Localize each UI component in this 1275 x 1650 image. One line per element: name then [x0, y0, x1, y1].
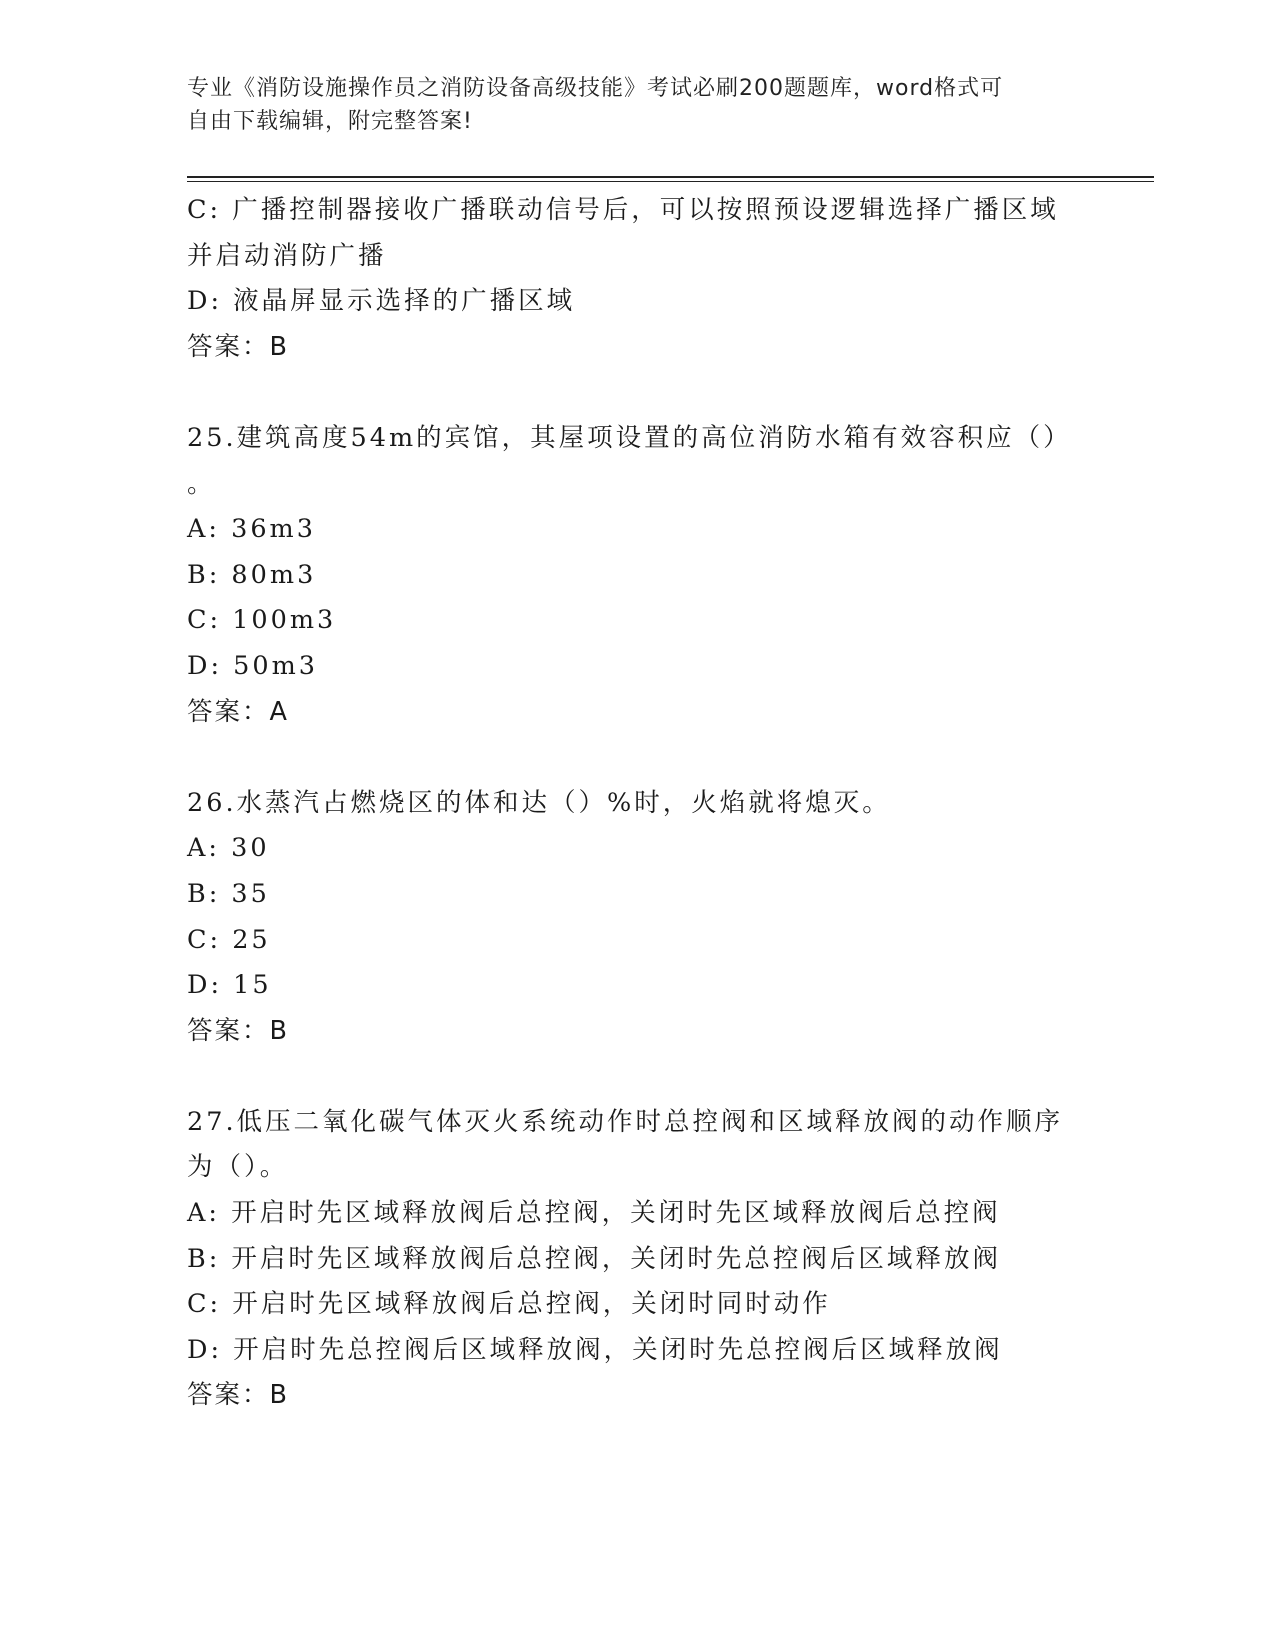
- question-stem-continuation: 为（）。: [187, 1152, 289, 1183]
- question-stem: 25.建筑高度54m的宾馆，其屋项设置的高位消防水箱有效容积应（）: [187, 422, 1072, 453]
- option-b: B: 开启时先区域释放阀后总控阀，关闭时先总控阀后区域释放阀: [187, 1243, 1001, 1274]
- option-d: D: 50m3: [187, 650, 318, 681]
- header-divider-thin: [187, 181, 1154, 182]
- option-a: A: 开启时先区域释放阀后总控阀，关闭时先区域释放阀后总控阀: [187, 1198, 1001, 1229]
- question-stem: 27.低压二氧化碳气体灭火系统动作时总控阀和区域释放阀的动作顺序: [187, 1106, 1064, 1137]
- question-block-25: [187, 416, 1087, 735]
- question-block-24: [187, 188, 1087, 370]
- header-line-2: 自由下载编辑，附完整答案!: [187, 109, 473, 134]
- option-c: C: 100m3: [187, 605, 337, 636]
- option-c: C: 广播控制器接收广播联动信号后，可以按照预设逻辑选择广播区域: [187, 195, 1059, 225]
- option-d: D: 15: [187, 970, 272, 1001]
- option-a: A: 36m3: [187, 514, 316, 545]
- option-a: A: 30: [187, 833, 270, 864]
- answer-line: 答案：B: [187, 331, 289, 362]
- header-line-1: 专业《消防设施操作员之消防设备高级技能》考试必刷200题题库，word格式可: [187, 76, 1004, 101]
- option-b: B: 35: [187, 878, 270, 909]
- spacer: [187, 1054, 1087, 1100]
- answer-line: 答案：B: [187, 1380, 289, 1411]
- question-stem: 26.水蒸汽占燃烧区的体和达（）%时，火焰就将熄灭。: [187, 787, 891, 818]
- document-header: [187, 72, 1087, 138]
- document-body: [187, 188, 1087, 1419]
- spacer: [187, 370, 1087, 416]
- option-c-continuation: 并启动消防广播: [187, 240, 387, 271]
- option-d: D: 开启时先总控阀后区域释放阀，关闭时先总控阀后区域释放阀: [187, 1334, 1003, 1365]
- option-c: C: 开启时先区域释放阀后总控阀，关闭时同时动作: [187, 1289, 831, 1320]
- option-b: B: 80m3: [187, 559, 317, 590]
- question-block-26: [187, 781, 1087, 1055]
- option-c: C: 25: [187, 924, 271, 955]
- question-stem-continuation: 。: [187, 468, 216, 499]
- question-block-27: [187, 1100, 1087, 1419]
- spacer: [187, 735, 1087, 781]
- header-divider-thick: [187, 176, 1154, 178]
- answer-line: 答案：B: [187, 1015, 289, 1046]
- option-d: D: 液晶屏显示选择的广播区域: [187, 286, 576, 317]
- answer-line: 答案：A: [187, 696, 289, 727]
